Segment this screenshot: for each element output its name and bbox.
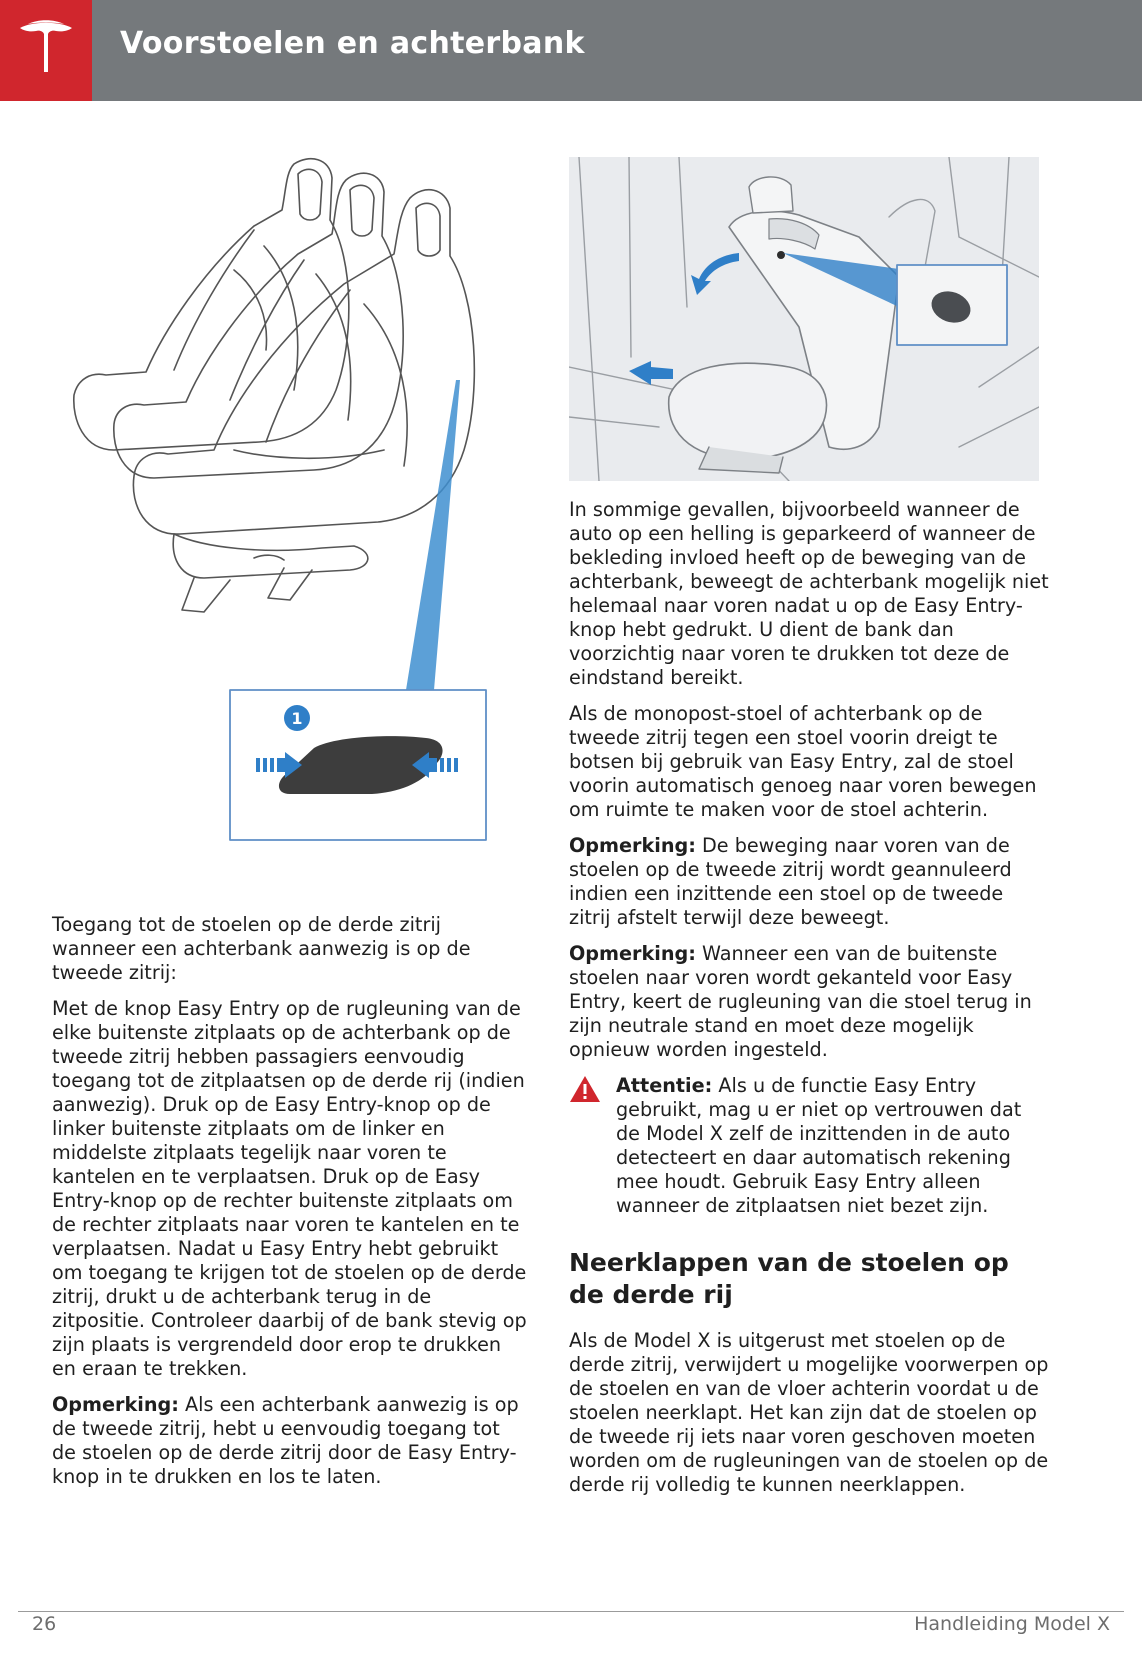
note-text: Als een achterbank aanwezig is op de tweede zitrij, hebt u eenvoudig toegang tot de stoelen op de derde zitrij door de Easy Entry-knop in te drukken en los te laten. [52, 1393, 519, 1488]
note-text: Wanneer een van de buitenste stoelen naar voren wordt gekanteld voor Easy Entry, keert de rugleuning van die stoel terug in zijn neutrale stand en moet deze mogelijk opnieuw worden ingesteld. [569, 942, 1032, 1061]
note-label: Opmerking: [52, 1393, 179, 1416]
page-number: 26 [32, 1613, 57, 1635]
fold-seats-paragraph: Als de Model X is uitgerust met stoelen op de derde zitrij, verwijdert u mogelijke voorwerpen op de stoelen en van de vloer achterin voordat u de stoelen neerklapt. Het kan zijn dat de stoelen op de tweede rij iets naar voren geschoven moeten worden om de rugleuningen van de stoelen op de derde rij volledig te kunnen neerklappen. [569, 1329, 1049, 1496]
easy-entry-paragraph: Met de knop Easy Entry op de rugleuning van de elke buitenste zitplaats op de achterbank op de tweede zitrij hebben passagiers eenvoudig toegang tot de zitplaatsen op de derde rij (indien aanwezig). Druk op de Easy Entry-knop op de linker buitenste zitplaats om de linker en middelste zitplaats tegelijk naar voren te kantelen en te verplaatsen. Druk op de Easy Entry-knop op de rechter buitenste zitplaats om de rechter zitplaats naar voren te kantelen en te verplaatsen. Nadat u Easy Entry hebt gebruikt om toegang te krijgen tot de stoelen op de derde zitrij, drukt u de achterbank terug in de zitpositie. Controleer daarbij of de bank stevig op zijn plaats is vergrendeld door erop te drukken en eraan te trekken. [52, 997, 527, 1380]
intro-paragraph: Toegang tot de stoelen op de derde zitrij wanneer een achterbank aanwezig is op de tweede zitrij: [52, 913, 471, 984]
callout-number: 1 [291, 709, 303, 728]
warning-box [569, 1074, 1049, 1218]
page-header [0, 0, 1142, 101]
page-title: Voorstoelen en achterbank [120, 26, 585, 61]
warning-label: Attentie: [616, 1074, 713, 1097]
left-column [52, 913, 528, 1501]
note-label: Opmerking: [569, 834, 696, 857]
warning-triangle-icon [569, 1075, 601, 1103]
footer-divider [18, 1611, 1124, 1612]
collision-paragraph: Als de monopost-stoel of achterbank op de tweede zitrij tegen een stoel voorin dreigt te botsen bij gebruik van Easy Entry, zal de stoel voorin automatisch genoeg naar voren bewegen om ruimte te maken voor de stoel achterin. [569, 702, 1037, 821]
note-text: De beweging naar voren van de stoelen op de tweede zitrij wordt geannuleerd indien een inzittende een stoel op de tweede zitrij afstelt terwijl deze beweegt. [569, 834, 1012, 929]
note-label: Opmerking: [569, 942, 696, 965]
easy-entry-button-illustration [569, 157, 1039, 481]
warning-text: Als u de functie Easy Entry gebruikt, mag u er niet op vertrouwen dat de Model X zelf de inzittenden in de auto detecteert en daar automatisch rekening mee houdt. Gebruik Easy Entry alleen wanneer de zitplaatsen niet bezet zijn. [616, 1074, 1022, 1217]
slope-paragraph: In sommige gevallen, bijvoorbeeld wanneer de auto op een helling is geparkeerd of wanneer de bekleding invloed heeft op de beweging van de achterbank, beweegt de achterbank mogelijk niet helemaal naar voren nadat u op de Easy Entry-knop hebt gedrukt. U dient de bank dan voorzichtig naar voren te drukken tot deze de eindstand bereikt. [569, 498, 1049, 689]
note-paragraph [52, 1393, 528, 1489]
tesla-logo-icon [16, 18, 76, 78]
manual-name: Handleiding Model X [914, 1613, 1110, 1635]
note-paragraph-1 [569, 834, 1049, 930]
right-column [569, 498, 1049, 1509]
seat-row-illustration [54, 150, 524, 890]
warning-paragraph [616, 1074, 1049, 1218]
brand-logo [0, 0, 92, 101]
note-paragraph-2 [569, 942, 1049, 1062]
section-title: Neerklappen van de stoelen op de derde rij [569, 1248, 1009, 1309]
